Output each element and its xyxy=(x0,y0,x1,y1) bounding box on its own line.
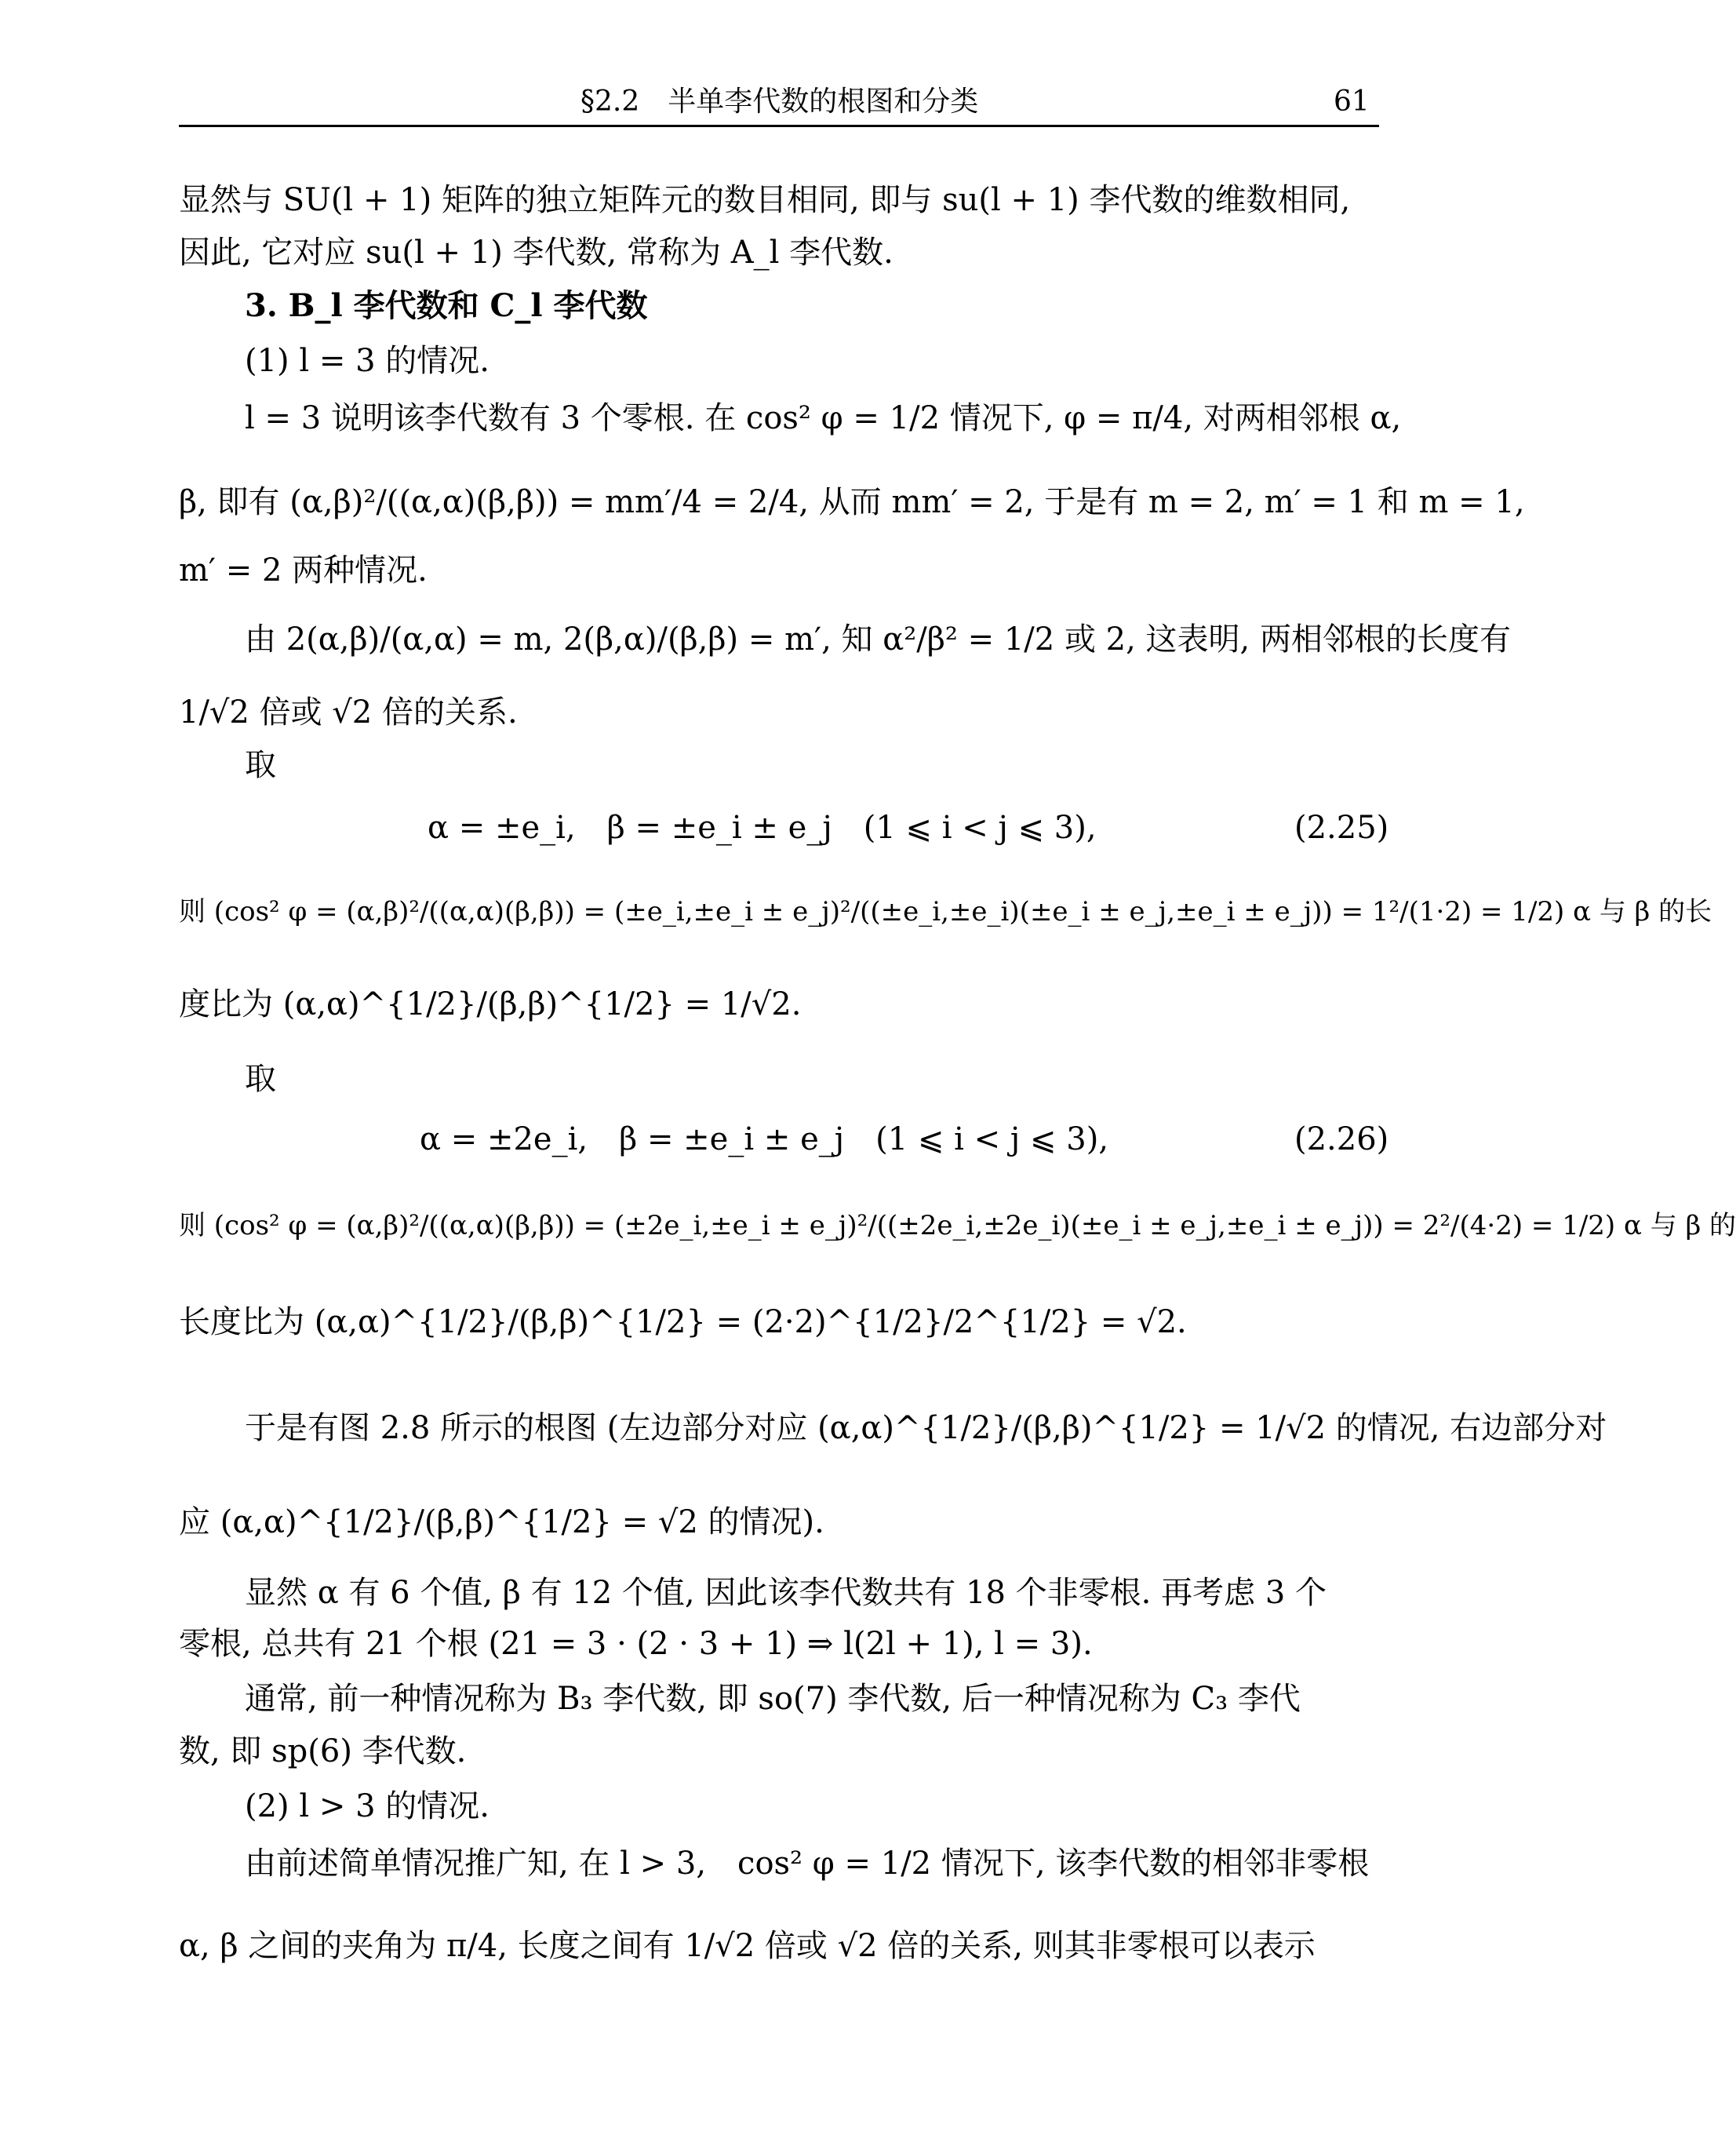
paragraph-line: α, β 之间的夹角为 π/4, 长度之间有 1/√2 倍或 √2 倍的关系, 则其非零根可以表示 xyxy=(179,1928,1316,1964)
paragraph-line: 显然 α 有 6 个值, β 有 12 个值, 因此该李代数共有 18 个非零根. 再考虑 3 个 xyxy=(245,1575,1327,1611)
paragraph-line: 1/√2 倍或 √2 倍的关系. xyxy=(179,694,518,731)
equation-number: (2.25) xyxy=(1294,810,1389,846)
paragraph-line: 通常, 前一种情况称为 B₃ 李代数, 即 so(7) 李代数, 后一种情况称为 C₃ 李代 xyxy=(245,1681,1301,1717)
paragraph-line: 于是有图 2.8 所示的根图 (左边部分对应 (α,α)^{1/2}/(β,β)^{1/2} = 1/√2 的情况, 右边部分对 xyxy=(245,1410,1607,1446)
paragraph-line: 度比为 (α,α)^{1/2}/(β,β)^{1/2} = 1/√2. xyxy=(179,986,802,1022)
paragraph-line: 取 xyxy=(245,1061,276,1097)
page-number: 61 xyxy=(1334,86,1370,118)
equation-2-25: α = ±e_i, β = ±e_i ± e_j (1 ⩽ i < j ⩽ 3), xyxy=(428,810,1097,846)
running-header: §2.2 半单李代数的根图和分类 xyxy=(580,86,979,118)
paragraph-line: 数, 即 sp(6) 李代数. xyxy=(179,1733,467,1769)
paragraph-line: 长度比为 (α,α)^{1/2}/(β,β)^{1/2} = (2·2)^{1/2}/2^{1/2} = √2. xyxy=(179,1304,1187,1340)
paragraph-line: m′ = 2 两种情况. xyxy=(179,552,428,589)
paragraph-line: β, 即有 (α,β)²/((α,α)(β,β)) = mm′/4 = 2/4, 从而 mm′ = 2, 于是有 m = 2, m′ = 1 和 m = 1, xyxy=(179,484,1525,520)
paragraph-line: 显然与 SU(l + 1) 矩阵的独立矩阵元的数目相同, 即与 su(l + 1) 李代数的维数相同, xyxy=(179,182,1351,218)
paragraph-line: 因此, 它对应 su(l + 1) 李代数, 常称为 A_l 李代数. xyxy=(179,235,893,271)
paragraph-line: 应 (α,α)^{1/2}/(β,β)^{1/2} = √2 的情况). xyxy=(179,1504,824,1540)
header-rule xyxy=(179,125,1379,127)
equation-number: (2.26) xyxy=(1294,1121,1389,1157)
case-heading: (2) l > 3 的情况. xyxy=(245,1788,490,1824)
paragraph-line: 则 (cos² φ = (α,β)²/((α,α)(β,β)) = (±e_i,±e_i ± e_j)²/((±e_i,±e_i)(±e_i ± e_j,±e_i ± e_j)) = 1²/(1·2) = 1/2) α 与 β 的长 xyxy=(179,896,1712,927)
paragraph-line: 由前述简单情况推广知, 在 l > 3, cos² φ = 1/2 情况下, 该李代数的相邻非零根 xyxy=(245,1846,1370,1882)
subsection-heading: 3. B_l 李代数和 C_l 李代数 xyxy=(245,287,648,324)
paragraph-line: l = 3 说明该李代数有 3 个零根. 在 cos² φ = 1/2 情况下, φ = π/4, 对两相邻根 α, xyxy=(245,400,1402,436)
paragraph-line: 则 (cos² φ = (α,β)²/((α,α)(β,β)) = (±2e_i,±e_i ± e_j)²/((±2e_i,±2e_i)(±e_i ± e_j,±e_i ± e_j)) = 2²/(4·2) = 1/2) α 与 β 的 xyxy=(179,1210,1736,1241)
case-heading: (1) l = 3 的情况. xyxy=(245,343,490,379)
paragraph-line: 取 xyxy=(245,747,276,783)
paragraph-line: 由 2(α,β)/(α,α) = m, 2(β,α)/(β,β) = m′, 知 α²/β² = 1/2 或 2, 这表明, 两相邻根的长度有 xyxy=(245,621,1511,658)
paragraph-line: 零根, 总共有 21 个根 (21 = 3 · (2 · 3 + 1) ⇒ l(2l + 1), l = 3). xyxy=(179,1626,1093,1662)
equation-2-26: α = ±2e_i, β = ±e_i ± e_j (1 ⩽ i < j ⩽ 3), xyxy=(420,1121,1109,1157)
